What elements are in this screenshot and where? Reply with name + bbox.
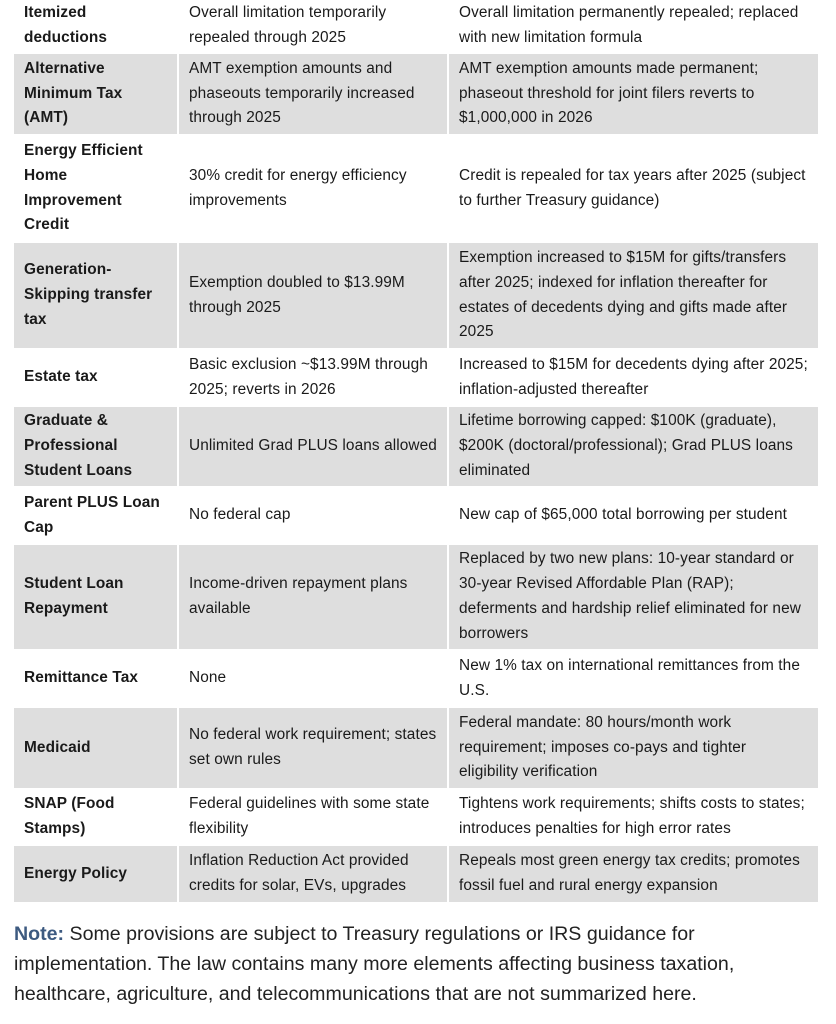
row-label: SNAP (Food Stamps) (14, 790, 177, 844)
row-label: Graduate & Professional Student Loans (14, 407, 177, 486)
new-law-cell: AMT exemption amounts made permanent; phaseout threshold for joint filers reverts to $1,000,000 in 2026 (449, 54, 818, 134)
table-row (14, 54, 818, 134)
table-row (14, 136, 818, 241)
new-law-cell: Lifetime borrowing capped: $100K (graduate), $200K (doctoral/professional); Grad PLUS loans eliminated (449, 407, 818, 486)
current-law-cell: Federal guidelines with some state flexibility (179, 790, 447, 844)
table-row (14, 243, 818, 348)
table-row (14, 350, 818, 405)
row-label: Parent PLUS Loan Cap (14, 488, 177, 543)
row-label: Alternative Minimum Tax (AMT) (14, 54, 177, 134)
new-law-cell: Increased to $15M for decedents dying after 2025; inflation-adjusted thereafter (449, 350, 818, 405)
current-law-cell: Basic exclusion ~$13.99M through 2025; reverts in 2026 (179, 350, 447, 405)
current-law-cell: No federal cap (179, 488, 447, 543)
new-law-cell: Federal mandate: 80 hours/month work requirement; imposes co-pays and tighter eligibility verification (449, 708, 818, 788)
new-law-cell: Tightens work requirements; shifts costs to states; introduces penalties for high error rates (449, 790, 818, 844)
new-law-cell: New 1% tax on international remittances from the U.S. (449, 651, 818, 706)
row-label: Generation-Skipping transfer tax (14, 243, 177, 348)
table-row (14, 708, 818, 788)
table-row (14, 846, 818, 902)
row-label: Energy Policy (14, 846, 177, 902)
current-law-cell: None (179, 651, 447, 706)
new-law-cell: Replaced by two new plans: 10-year standard or 30-year Revised Affordable Plan (RAP); deferments and hardship relief eliminated for new borrowers (449, 545, 818, 649)
row-label: Energy Efficient Home Improvement Credit (14, 136, 177, 241)
row-label: Medicaid (14, 708, 177, 788)
current-law-cell: Unlimited Grad PLUS loans allowed (179, 407, 447, 486)
current-law-cell: AMT exemption amounts and phaseouts temporarily increased through 2025 (179, 54, 447, 134)
new-law-cell: New cap of $65,000 total borrowing per student (449, 488, 818, 543)
table-row (14, 488, 818, 543)
new-law-cell: Repeals most green energy tax credits; promotes fossil fuel and rural energy expansion (449, 846, 818, 902)
note-label: Note: (14, 923, 65, 945)
row-label: Estate tax (14, 350, 177, 405)
current-law-cell: Overall limitation temporarily repealed through 2025 (179, 0, 447, 52)
row-label: Student Loan Repayment (14, 545, 177, 649)
new-law-cell: Overall limitation permanently repealed; replaced with new limitation formula (449, 0, 818, 52)
current-law-cell: Inflation Reduction Act provided credits for solar, EVs, upgrades (179, 846, 447, 902)
table-row (14, 407, 818, 486)
note-text: Some provisions are subject to Treasury regulations or IRS guidance for implementation. The law contains many more elements affecting business taxation, healthcare, agriculture, and telecommunications that are not summarized here. (14, 923, 735, 1005)
comparison-table (12, 0, 820, 904)
current-law-cell: 30% credit for energy efficiency improvements (179, 136, 447, 241)
new-law-cell: Exemption increased to $15M for gifts/transfers after 2025; indexed for inflation thereafter for estates of decedents dying and gifts made after 2025 (449, 243, 818, 348)
current-law-cell: Exemption doubled to $13.99M through 2025 (179, 243, 447, 348)
table-row (14, 545, 818, 649)
current-law-cell: No federal work requirement; states set own rules (179, 708, 447, 788)
table-row (14, 651, 818, 706)
row-label: Itemized deductions (14, 0, 177, 52)
new-law-cell: Credit is repealed for tax years after 2025 (subject to further Treasury guidance) (449, 136, 818, 241)
table-row (14, 0, 818, 52)
comparison-table-container (14, 0, 816, 904)
row-label: Remittance Tax (14, 651, 177, 706)
current-law-cell: Income-driven repayment plans available (179, 545, 447, 649)
footnote (14, 919, 820, 1009)
table-row (14, 790, 818, 844)
